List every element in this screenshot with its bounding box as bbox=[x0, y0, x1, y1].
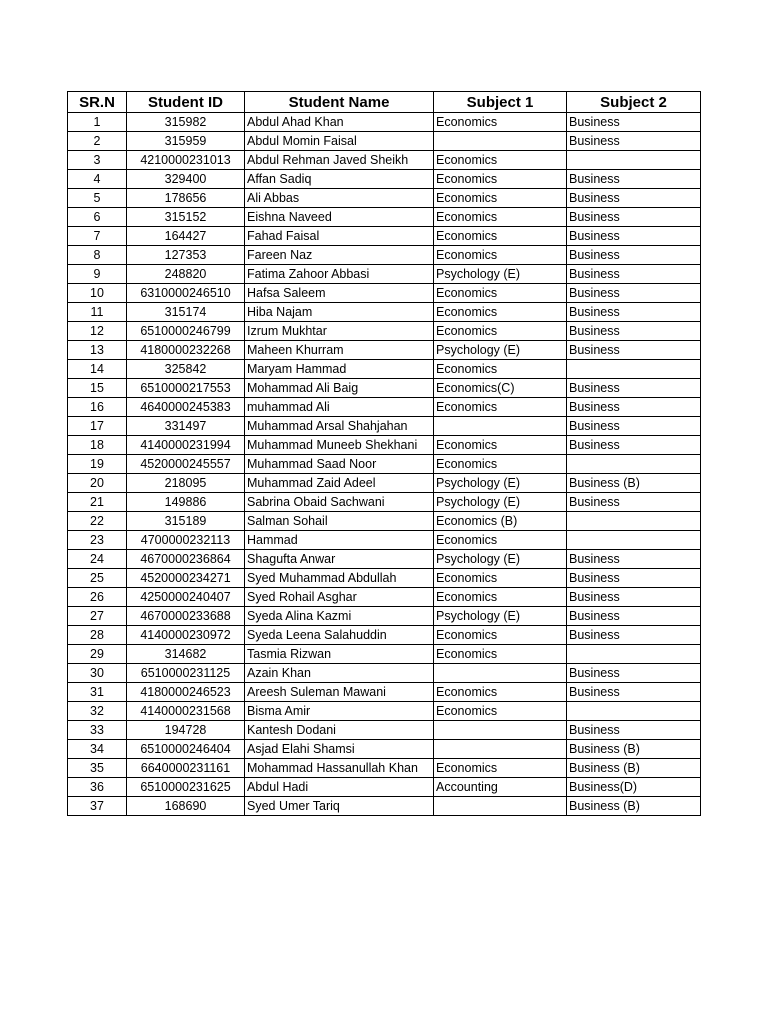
cell-student-id: 315982 bbox=[127, 113, 245, 132]
cell-student-name: Fahad Faisal bbox=[245, 227, 434, 246]
cell-srn: 27 bbox=[68, 607, 127, 626]
cell-srn: 9 bbox=[68, 265, 127, 284]
cell-srn: 10 bbox=[68, 284, 127, 303]
cell-srn: 22 bbox=[68, 512, 127, 531]
cell-subject-1: Economics bbox=[434, 455, 567, 474]
cell-subject-1: Psychology (E) bbox=[434, 493, 567, 512]
cell-student-id: 6510000231125 bbox=[127, 664, 245, 683]
cell-subject-2: Business bbox=[567, 208, 701, 227]
table-row bbox=[68, 550, 701, 569]
table-row bbox=[68, 322, 701, 341]
cell-srn: 13 bbox=[68, 341, 127, 360]
table-row bbox=[68, 436, 701, 455]
cell-subject-1: Psychology (E) bbox=[434, 550, 567, 569]
table-row bbox=[68, 721, 701, 740]
cell-student-name: Asjad Elahi Shamsi bbox=[245, 740, 434, 759]
cell-student-id: 315152 bbox=[127, 208, 245, 227]
table-row bbox=[68, 740, 701, 759]
cell-student-id: 315189 bbox=[127, 512, 245, 531]
cell-subject-2: Business bbox=[567, 550, 701, 569]
header-row bbox=[68, 92, 701, 113]
cell-subject-1: Economics bbox=[434, 151, 567, 170]
header-srn: SR.N bbox=[68, 92, 127, 113]
cell-student-name: Sabrina Obaid Sachwani bbox=[245, 493, 434, 512]
cell-subject-2 bbox=[567, 151, 701, 170]
cell-student-id: 315174 bbox=[127, 303, 245, 322]
cell-subject-2: Business bbox=[567, 379, 701, 398]
cell-student-id: 194728 bbox=[127, 721, 245, 740]
cell-student-name: Fatima Zahoor Abbasi bbox=[245, 265, 434, 284]
cell-student-name: Muhammad Zaid Adeel bbox=[245, 474, 434, 493]
table-row bbox=[68, 265, 701, 284]
cell-srn: 14 bbox=[68, 360, 127, 379]
cell-subject-2: Business bbox=[567, 493, 701, 512]
cell-subject-1: Economics bbox=[434, 113, 567, 132]
table-body bbox=[68, 113, 701, 816]
cell-subject-2: Business bbox=[567, 398, 701, 417]
cell-student-id: 4670000233688 bbox=[127, 607, 245, 626]
table-row bbox=[68, 398, 701, 417]
cell-srn: 19 bbox=[68, 455, 127, 474]
table-row bbox=[68, 797, 701, 816]
cell-subject-2: Business bbox=[567, 607, 701, 626]
cell-student-id: 314682 bbox=[127, 645, 245, 664]
cell-subject-2: Business bbox=[567, 189, 701, 208]
table-row bbox=[68, 645, 701, 664]
cell-srn: 2 bbox=[68, 132, 127, 151]
cell-subject-2: Business (B) bbox=[567, 474, 701, 493]
cell-subject-1: Economics bbox=[434, 436, 567, 455]
cell-student-name: Tasmia Rizwan bbox=[245, 645, 434, 664]
cell-student-name: Affan Sadiq bbox=[245, 170, 434, 189]
cell-subject-1: Economics(C) bbox=[434, 379, 567, 398]
cell-student-id: 4180000246523 bbox=[127, 683, 245, 702]
cell-student-id: 4140000230972 bbox=[127, 626, 245, 645]
cell-student-name: Syed Umer Tariq bbox=[245, 797, 434, 816]
cell-srn: 21 bbox=[68, 493, 127, 512]
cell-subject-1: Economics bbox=[434, 303, 567, 322]
cell-srn: 18 bbox=[68, 436, 127, 455]
cell-subject-1 bbox=[434, 132, 567, 151]
cell-subject-1: Economics (B) bbox=[434, 512, 567, 531]
cell-student-id: 4140000231568 bbox=[127, 702, 245, 721]
cell-student-name: muhammad Ali bbox=[245, 398, 434, 417]
cell-student-id: 168690 bbox=[127, 797, 245, 816]
header-student-id: Student ID bbox=[127, 92, 245, 113]
cell-srn: 37 bbox=[68, 797, 127, 816]
cell-srn: 25 bbox=[68, 569, 127, 588]
cell-student-id: 4140000231994 bbox=[127, 436, 245, 455]
cell-subject-2: Business bbox=[567, 588, 701, 607]
cell-srn: 32 bbox=[68, 702, 127, 721]
cell-srn: 26 bbox=[68, 588, 127, 607]
cell-student-name: Mohammad Hassanullah Khan bbox=[245, 759, 434, 778]
cell-student-name: Hafsa Saleem bbox=[245, 284, 434, 303]
cell-subject-2 bbox=[567, 360, 701, 379]
cell-subject-1: Economics bbox=[434, 569, 567, 588]
table-row bbox=[68, 588, 701, 607]
cell-subject-2: Business bbox=[567, 132, 701, 151]
cell-srn: 7 bbox=[68, 227, 127, 246]
cell-student-id: 331497 bbox=[127, 417, 245, 436]
cell-subject-2: Business bbox=[567, 303, 701, 322]
table-row bbox=[68, 759, 701, 778]
cell-srn: 33 bbox=[68, 721, 127, 740]
header-student-name: Student Name bbox=[245, 92, 434, 113]
cell-student-id: 4670000236864 bbox=[127, 550, 245, 569]
cell-student-name: Kantesh Dodani bbox=[245, 721, 434, 740]
cell-student-name: Fareen Naz bbox=[245, 246, 434, 265]
cell-student-name: Hammad bbox=[245, 531, 434, 550]
cell-srn: 23 bbox=[68, 531, 127, 550]
cell-srn: 34 bbox=[68, 740, 127, 759]
cell-subject-1 bbox=[434, 740, 567, 759]
cell-subject-1: Psychology (E) bbox=[434, 607, 567, 626]
header-subject-1: Subject 1 bbox=[434, 92, 567, 113]
cell-srn: 35 bbox=[68, 759, 127, 778]
cell-subject-1: Economics bbox=[434, 531, 567, 550]
cell-subject-2 bbox=[567, 531, 701, 550]
cell-student-id: 6510000231625 bbox=[127, 778, 245, 797]
cell-student-id: 149886 bbox=[127, 493, 245, 512]
cell-subject-2: Business bbox=[567, 417, 701, 436]
cell-subject-1 bbox=[434, 417, 567, 436]
cell-srn: 12 bbox=[68, 322, 127, 341]
cell-subject-2: Business bbox=[567, 664, 701, 683]
table-row bbox=[68, 208, 701, 227]
cell-subject-1: Economics bbox=[434, 322, 567, 341]
cell-student-id: 127353 bbox=[127, 246, 245, 265]
cell-srn: 3 bbox=[68, 151, 127, 170]
cell-subject-1: Psychology (E) bbox=[434, 341, 567, 360]
cell-subject-2: Business bbox=[567, 683, 701, 702]
cell-srn: 36 bbox=[68, 778, 127, 797]
cell-subject-2: Business (B) bbox=[567, 797, 701, 816]
table-row bbox=[68, 113, 701, 132]
cell-srn: 30 bbox=[68, 664, 127, 683]
table-row bbox=[68, 189, 701, 208]
cell-srn: 8 bbox=[68, 246, 127, 265]
table-row bbox=[68, 778, 701, 797]
cell-subject-2 bbox=[567, 512, 701, 531]
cell-student-id: 4640000245383 bbox=[127, 398, 245, 417]
table-row bbox=[68, 417, 701, 436]
table-row bbox=[68, 170, 701, 189]
cell-subject-1: Economics bbox=[434, 626, 567, 645]
cell-student-id: 6640000231161 bbox=[127, 759, 245, 778]
cell-student-name: Azain Khan bbox=[245, 664, 434, 683]
cell-student-id: 4180000232268 bbox=[127, 341, 245, 360]
cell-student-id: 4520000234271 bbox=[127, 569, 245, 588]
cell-subject-1: Economics bbox=[434, 284, 567, 303]
cell-student-id: 6510000246799 bbox=[127, 322, 245, 341]
cell-student-id: 315959 bbox=[127, 132, 245, 151]
cell-student-id: 4520000245557 bbox=[127, 455, 245, 474]
table-row bbox=[68, 341, 701, 360]
cell-subject-2: Business bbox=[567, 284, 701, 303]
cell-student-name: Salman Sohail bbox=[245, 512, 434, 531]
cell-student-name: Eishna Naveed bbox=[245, 208, 434, 227]
cell-subject-2 bbox=[567, 455, 701, 474]
cell-subject-1: Economics bbox=[434, 227, 567, 246]
cell-student-name: Syed Rohail Asghar bbox=[245, 588, 434, 607]
cell-srn: 24 bbox=[68, 550, 127, 569]
cell-student-name: Maryam Hammad bbox=[245, 360, 434, 379]
cell-srn: 15 bbox=[68, 379, 127, 398]
cell-subject-2: Business bbox=[567, 246, 701, 265]
cell-subject-1: Economics bbox=[434, 588, 567, 607]
cell-student-name: Hiba Najam bbox=[245, 303, 434, 322]
cell-subject-1: Economics bbox=[434, 170, 567, 189]
cell-student-name: Abdul Ahad Khan bbox=[245, 113, 434, 132]
cell-subject-2: Business (B) bbox=[567, 740, 701, 759]
cell-student-id: 248820 bbox=[127, 265, 245, 284]
student-roster-table bbox=[67, 91, 701, 816]
cell-student-name: Maheen Khurram bbox=[245, 341, 434, 360]
cell-subject-1: Economics bbox=[434, 360, 567, 379]
cell-srn: 16 bbox=[68, 398, 127, 417]
cell-student-name: Mohammad Ali Baig bbox=[245, 379, 434, 398]
cell-student-id: 164427 bbox=[127, 227, 245, 246]
cell-subject-1: Psychology (E) bbox=[434, 474, 567, 493]
table-row bbox=[68, 569, 701, 588]
cell-subject-1: Economics bbox=[434, 683, 567, 702]
cell-student-id: 329400 bbox=[127, 170, 245, 189]
table-row bbox=[68, 607, 701, 626]
cell-subject-1: Economics bbox=[434, 398, 567, 417]
cell-student-id: 178656 bbox=[127, 189, 245, 208]
table-row bbox=[68, 702, 701, 721]
cell-subject-2: Business bbox=[567, 113, 701, 132]
table-row bbox=[68, 379, 701, 398]
cell-student-id: 6310000246510 bbox=[127, 284, 245, 303]
cell-student-id: 6510000217553 bbox=[127, 379, 245, 398]
cell-student-name: Syeda Leena Salahuddin bbox=[245, 626, 434, 645]
cell-srn: 4 bbox=[68, 170, 127, 189]
cell-student-name: Syeda Alina Kazmi bbox=[245, 607, 434, 626]
cell-srn: 20 bbox=[68, 474, 127, 493]
cell-student-id: 218095 bbox=[127, 474, 245, 493]
cell-student-name: Abdul Hadi bbox=[245, 778, 434, 797]
table-row bbox=[68, 303, 701, 322]
cell-subject-2: Business (B) bbox=[567, 759, 701, 778]
table-row bbox=[68, 132, 701, 151]
table-row bbox=[68, 227, 701, 246]
cell-srn: 28 bbox=[68, 626, 127, 645]
cell-student-id: 325842 bbox=[127, 360, 245, 379]
cell-subject-2: Business bbox=[567, 436, 701, 455]
table-row bbox=[68, 531, 701, 550]
cell-subject-1: Economics bbox=[434, 189, 567, 208]
cell-subject-1 bbox=[434, 721, 567, 740]
cell-student-name: Abdul Momin Faisal bbox=[245, 132, 434, 151]
cell-subject-2: Business bbox=[567, 170, 701, 189]
cell-student-name: Areesh Suleman Mawani bbox=[245, 683, 434, 702]
cell-student-name: Bisma Amir bbox=[245, 702, 434, 721]
cell-student-name: Muhammad Muneeb Shekhani bbox=[245, 436, 434, 455]
table-row bbox=[68, 493, 701, 512]
cell-subject-2: Business(D) bbox=[567, 778, 701, 797]
cell-student-name: Muhammad Saad Noor bbox=[245, 455, 434, 474]
table-row bbox=[68, 455, 701, 474]
table-row bbox=[68, 664, 701, 683]
cell-subject-1 bbox=[434, 797, 567, 816]
cell-srn: 11 bbox=[68, 303, 127, 322]
cell-student-name: Syed Muhammad Abdullah bbox=[245, 569, 434, 588]
cell-subject-2: Business bbox=[567, 265, 701, 284]
table-row bbox=[68, 151, 701, 170]
cell-srn: 17 bbox=[68, 417, 127, 436]
cell-student-name: Shagufta Anwar bbox=[245, 550, 434, 569]
cell-student-name: Abdul Rehman Javed Sheikh bbox=[245, 151, 434, 170]
cell-srn: 29 bbox=[68, 645, 127, 664]
cell-subject-1: Economics bbox=[434, 645, 567, 664]
table-row bbox=[68, 284, 701, 303]
cell-subject-1: Economics bbox=[434, 246, 567, 265]
table-row bbox=[68, 246, 701, 265]
cell-subject-1: Accounting bbox=[434, 778, 567, 797]
cell-subject-2: Business bbox=[567, 322, 701, 341]
cell-srn: 6 bbox=[68, 208, 127, 227]
cell-student-id: 4250000240407 bbox=[127, 588, 245, 607]
cell-subject-1: Economics bbox=[434, 759, 567, 778]
cell-subject-2: Business bbox=[567, 569, 701, 588]
cell-student-name: Ali Abbas bbox=[245, 189, 434, 208]
table-row bbox=[68, 512, 701, 531]
cell-student-name: Izrum Mukhtar bbox=[245, 322, 434, 341]
cell-srn: 31 bbox=[68, 683, 127, 702]
cell-student-id: 4700000232113 bbox=[127, 531, 245, 550]
table-row bbox=[68, 683, 701, 702]
cell-subject-2 bbox=[567, 645, 701, 664]
table-row bbox=[68, 626, 701, 645]
header-subject-2: Subject 2 bbox=[567, 92, 701, 113]
cell-subject-2: Business bbox=[567, 626, 701, 645]
cell-srn: 1 bbox=[68, 113, 127, 132]
cell-subject-2 bbox=[567, 702, 701, 721]
cell-student-name: Muhammad Arsal Shahjahan bbox=[245, 417, 434, 436]
cell-student-id: 4210000231013 bbox=[127, 151, 245, 170]
table-row bbox=[68, 360, 701, 379]
cell-subject-1: Economics bbox=[434, 702, 567, 721]
cell-srn: 5 bbox=[68, 189, 127, 208]
cell-subject-2: Business bbox=[567, 227, 701, 246]
table-row bbox=[68, 474, 701, 493]
cell-subject-1: Psychology (E) bbox=[434, 265, 567, 284]
cell-subject-1 bbox=[434, 664, 567, 683]
cell-subject-1: Economics bbox=[434, 208, 567, 227]
cell-subject-2: Business bbox=[567, 341, 701, 360]
cell-student-id: 6510000246404 bbox=[127, 740, 245, 759]
cell-subject-2: Business bbox=[567, 721, 701, 740]
